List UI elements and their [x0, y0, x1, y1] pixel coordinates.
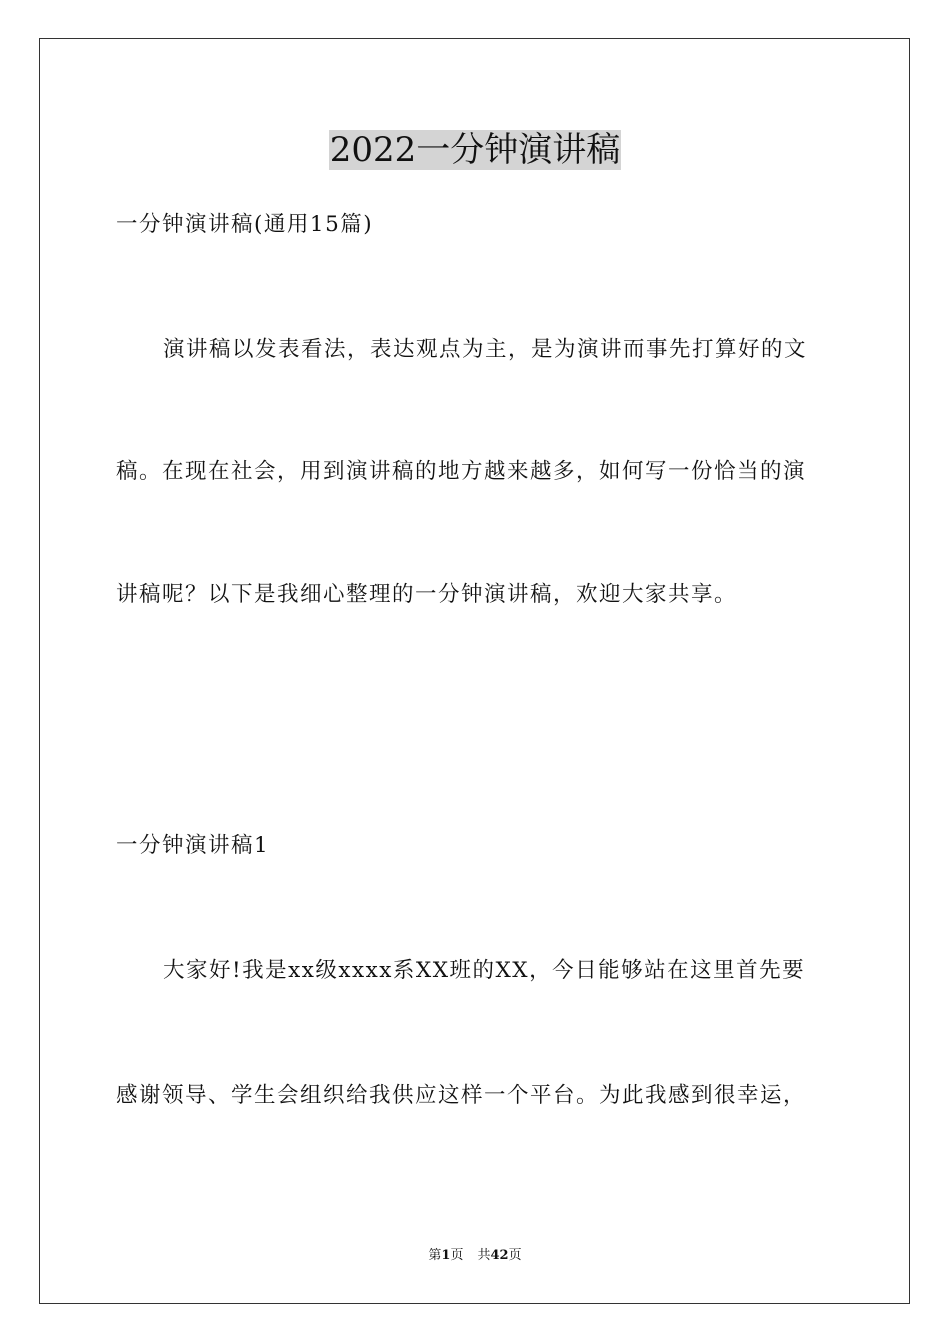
- total-suffix: 页: [508, 1248, 522, 1263]
- document-title-text: 2022一分钟演讲稿: [329, 130, 621, 170]
- page-suffix: 页: [450, 1248, 464, 1263]
- paragraph-line: 大家好!我是xx级xxxx系XX班的XX，今日能够站在这里首先要: [163, 958, 806, 983]
- page-footer: [0, 1247, 950, 1265]
- paragraph-line: 感谢领导、学生会组织给我供应这样一个平台。为此我感到很幸运，: [116, 1083, 807, 1108]
- paragraph-line: 讲稿呢？以下是我细心整理的一分钟演讲稿，欢迎大家共享。: [116, 582, 738, 607]
- page-prefix: 第: [428, 1248, 442, 1263]
- paragraph-line: 演讲稿以发表看法，表达观点为主，是为演讲而事先打算好的文: [163, 337, 808, 362]
- paragraph-line: 稿。在现在社会，用到演讲稿的地方越来越多，如何写一份恰当的演: [116, 459, 807, 484]
- section-heading: 一分钟演讲稿1: [116, 833, 270, 858]
- total-pages: 42: [490, 1248, 509, 1263]
- subtitle-line: 一分钟演讲稿(通用15篇): [116, 212, 374, 237]
- page-number: 1: [441, 1248, 451, 1263]
- total-prefix: 共: [477, 1248, 491, 1263]
- document-title: [0, 126, 950, 174]
